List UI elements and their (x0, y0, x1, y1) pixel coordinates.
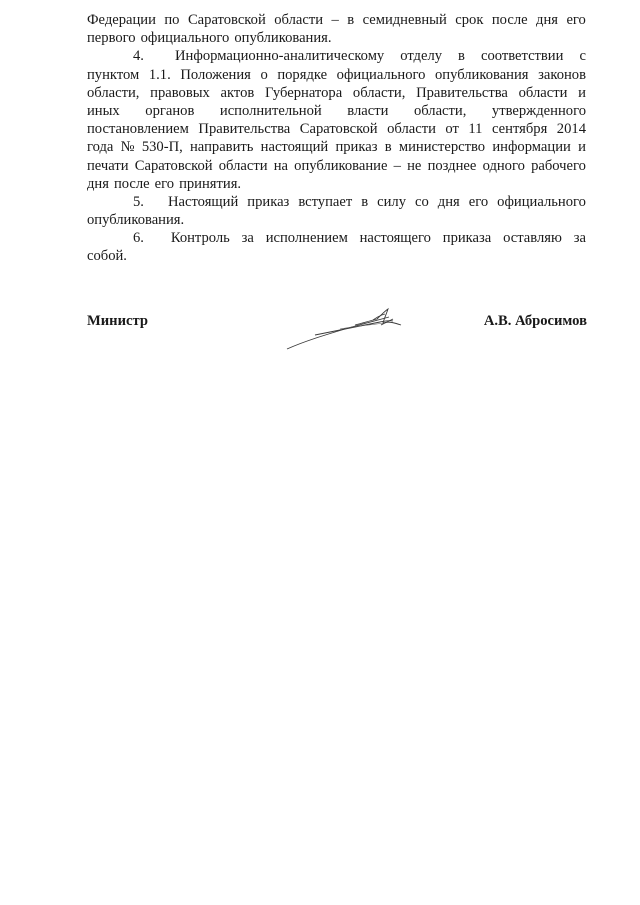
text-line (87, 157, 586, 175)
text-word: дня (536, 12, 558, 28)
text-line (87, 102, 586, 120)
text-word: о (260, 66, 268, 83)
text-word: 11 (468, 121, 483, 138)
text-line (87, 120, 586, 138)
text-word: исполнением (265, 230, 348, 247)
text-word: области, (352, 84, 406, 101)
text-word: приказ (247, 193, 290, 210)
document-body (87, 11, 586, 266)
text-word: и (578, 84, 586, 101)
text-word: приказа (442, 230, 492, 247)
text-word: соответствии (480, 48, 564, 65)
text-word: Саратовской (134, 157, 213, 174)
text-word: Правительства (416, 84, 508, 101)
paragraph-number: 5. (133, 193, 144, 210)
text-word: министерство (398, 139, 486, 156)
text-word: законов (538, 66, 586, 83)
text-word: опубликования. (87, 212, 185, 229)
text-word: печати (87, 157, 129, 174)
text-word: опубликования (435, 66, 529, 83)
text-line (87, 247, 586, 265)
signature-block (87, 313, 587, 353)
text-word: года (87, 139, 114, 156)
text-word: отделу (400, 48, 443, 65)
text-word: принятия. (179, 175, 242, 192)
text-line (87, 229, 586, 247)
text-word: оставляю (503, 230, 562, 247)
paragraph-number: 6. (133, 230, 144, 247)
text-line (87, 84, 586, 102)
text-word: срок (455, 12, 484, 28)
text-word: опубликование (294, 157, 388, 174)
text-word: № (120, 139, 135, 156)
text-word: постановлением (87, 121, 189, 138)
text-word: после (491, 12, 528, 28)
text-word: первого (87, 30, 136, 47)
text-word: с (579, 48, 586, 65)
handwritten-signature-icon (285, 305, 405, 353)
text-word: информации (492, 139, 571, 156)
text-word: области (518, 84, 568, 101)
text-word: на (273, 157, 288, 174)
text-word: его (566, 12, 586, 28)
text-word: области (218, 157, 268, 174)
text-word: пунктом (87, 66, 140, 83)
text-word: вступает (298, 193, 353, 210)
text-line (87, 66, 586, 84)
text-word: актов (220, 84, 255, 101)
text-line (87, 175, 586, 193)
text-word: сентября (492, 121, 548, 138)
text-word: 1.1. (148, 66, 171, 83)
text-line (87, 138, 586, 156)
signatory-name: А.В. Абросимов (483, 313, 587, 329)
text-word: исполнительной (219, 102, 322, 119)
text-line (87, 29, 586, 47)
signatory-title: Министр (87, 313, 148, 329)
text-word: Положения (180, 66, 251, 83)
text-word: от (445, 121, 459, 138)
text-word: по (164, 12, 180, 28)
text-line (87, 11, 586, 29)
text-word: настоящий (260, 139, 329, 156)
text-word: Саратовской (299, 121, 378, 138)
paragraph-number: 4. (133, 48, 144, 65)
text-word: – (331, 12, 339, 28)
text-word: и (578, 139, 586, 156)
text-word: не (407, 157, 422, 174)
text-word: его (154, 175, 175, 192)
text-word: правовых (150, 84, 210, 101)
text-word: в (347, 12, 355, 28)
text-word: собой. (87, 248, 127, 265)
text-word: за (573, 230, 586, 247)
text-word: семидневный (362, 12, 447, 28)
text-word: официального (497, 193, 586, 210)
text-word: – (393, 157, 401, 174)
text-word: силу (377, 193, 407, 210)
text-word: области (387, 121, 436, 138)
text-word: 2014 (556, 121, 586, 138)
text-word: в (384, 139, 392, 156)
text-word: дня (437, 193, 460, 210)
text-word: Контроль (170, 230, 230, 247)
text-word: за (241, 230, 254, 247)
text-word: рабочего (531, 157, 586, 174)
text-line (87, 193, 586, 211)
text-word: позднее (427, 157, 477, 174)
text-word: Федерации (87, 12, 156, 28)
text-word: Информационно-аналитическому (175, 48, 385, 65)
text-word: Правительства (198, 121, 291, 138)
text-word: области, (413, 102, 467, 119)
text-word: после (113, 175, 150, 192)
text-word: органов (145, 102, 195, 119)
text-word: дня (87, 175, 109, 192)
text-word: приказ (335, 139, 378, 156)
text-word: в (361, 193, 369, 210)
text-word: настоящего (359, 230, 431, 247)
text-word: опубликования. (234, 30, 332, 47)
text-word: власти (347, 102, 389, 119)
text-word: его (468, 193, 489, 210)
text-word: иных (87, 102, 120, 119)
text-word: утвержденного (491, 102, 586, 119)
text-word: одного (482, 157, 525, 174)
text-word: в (458, 48, 465, 65)
text-word: области, (87, 84, 140, 101)
text-line (87, 47, 586, 65)
text-word: Саратовской (187, 12, 266, 28)
text-word: области (274, 12, 324, 28)
text-word: официального (140, 30, 230, 47)
text-word: со (415, 193, 429, 210)
text-word: Настоящий (168, 193, 239, 210)
text-word: Губернатора (265, 84, 343, 101)
text-word: официального (336, 66, 426, 83)
text-line (87, 211, 586, 229)
text-word: направить (190, 139, 254, 156)
text-word: 530-П, (141, 139, 183, 156)
text-word: порядке (277, 66, 328, 83)
